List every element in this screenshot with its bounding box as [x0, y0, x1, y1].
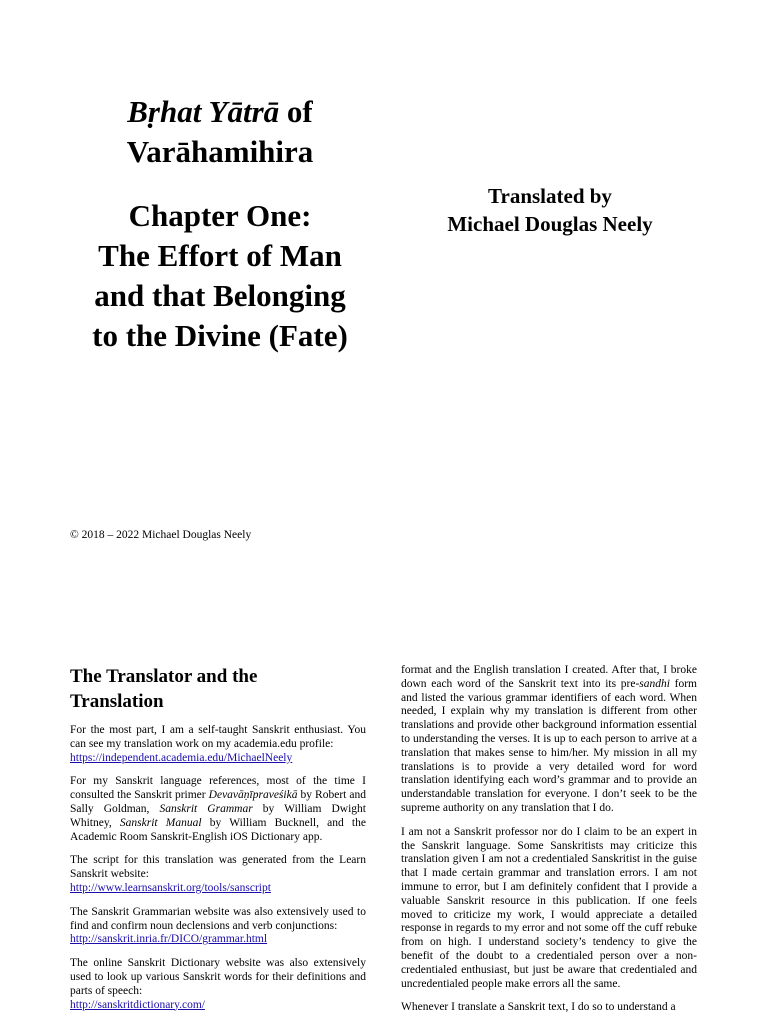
paragraph-disclaimer: I am not a Sanskrit professor nor do I claim to be an expert in the Sanskrit language. Some Sanskritists may criticize this translation given I am not a credentialed Sanskritist in the guise that I made certain grammar and translation errors. I am not immune to error, but I am definitely confident that I provide a valuable Sanskrit resource in this publication. If one feels moved to criticize my work, I would appreciate a detailed response in regards to my error and not some off the cuff rebuke from on high. I understand society’s tendency to give the benefit of the doubt to a credentialed person over a non-credentialed enthusiast, but just be aware that credentialed and uncredentialed people make errors all the same. — [401, 825, 697, 990]
translator-credit — [420, 182, 680, 238]
paragraph-text: For my Sanskrit language references, most of the time I consulted the Sanskrit primer — [70, 775, 366, 802]
book-title-sanskrit-grammar: Sanskrit Grammar — [159, 802, 253, 815]
translator-label: Translated by — [488, 184, 612, 208]
book-title-line-2: Varāhamihira — [126, 134, 314, 169]
book-title-italic: Bṛhat Yātrā — [127, 94, 280, 129]
section-heading: The Translator and the Translation — [70, 666, 258, 712]
chapter-title-line: and that Belonging — [94, 278, 346, 313]
book-title — [60, 92, 380, 172]
term-sandhi: sandhi — [639, 677, 670, 690]
academia-profile-link[interactable]: https://independent.academia.edu/MichaelNeely — [70, 751, 293, 764]
paragraph-method — [401, 664, 697, 816]
paragraph-text: form and listed the various grammar identifiers of each word. When needed, I explain why my translation is different from other translations and provide other background information essential to understanding the verses. It is up to each person to arrive at a translation that makes sense to him/her. My mission in all my translations is to provide a very detailed word for word translation identifying each word’s grammar and to provide an understandable translation for everyone. I don’t seek to be the supreme authority on any translation that I do. — [401, 677, 697, 814]
paragraph-text: For the most part, I am a self-taught Sanskrit enthusiast. You can see my translation work on my academia.edu profile: — [70, 724, 366, 750]
chapter-title-line: The Effort of Man — [98, 238, 342, 273]
paragraph-text: by Robert and Sally Goldman, — [70, 789, 366, 815]
paragraph-text: format and the English translation I created. After that, I broke down each word of the Sanskrit text into its pre- — [401, 664, 697, 690]
left-column — [70, 664, 366, 1022]
inria-grammar-link[interactable]: http://sanskrit.inria.fr/DICO/grammar.html — [70, 933, 268, 946]
paragraph-text: by William Bucknell, and the Academic Room Sanskrit-English iOS Dictionary app. — [70, 816, 366, 843]
paragraph-dictionary — [70, 957, 366, 1012]
chapter-title — [60, 196, 380, 356]
right-column — [401, 664, 697, 1025]
paragraph-purpose: Whenever I translate a Sanskrit text, I do so to understand a — [401, 1001, 676, 1014]
paragraph-text: The online Sanskrit Dictionary website was also extensively used to look up various Sanskrit words for their definitions and parts of speech: — [70, 957, 366, 997]
book-title-line-1 — [60, 92, 380, 132]
learnsanskrit-link[interactable]: http://www.learnsanskrit.org/tools/sanscript — [70, 881, 271, 894]
paragraph-text: The script for this translation was generated from the Learn Sanskrit website: — [70, 854, 366, 881]
book-title-devavani: Devavāṇīpraveśikā — [208, 789, 298, 802]
chapter-title-line: to the Divine (Fate) — [92, 318, 348, 353]
paragraph-text: The Sanskrit Grammarian website was also extensively used to find and confirm noun declensions and verb conjunctions: — [70, 905, 366, 932]
paragraph-references — [70, 775, 366, 844]
book-title-of: of — [279, 94, 313, 129]
translator-name: Michael Douglas Neely — [447, 212, 653, 236]
chapter-title-line: Chapter One: — [128, 198, 312, 233]
paragraph-grammarian — [70, 906, 366, 947]
paragraph-intro — [70, 724, 366, 765]
paragraph-script-source — [70, 854, 366, 895]
book-title-sanskrit-manual: Sanskrit Manual — [119, 816, 202, 829]
paragraph-text: by William Dwight Whitney, — [70, 802, 367, 829]
sanskrit-dictionary-link[interactable]: http://sanskritdictionary.com/ — [70, 998, 205, 1011]
copyright-notice: © 2018 – 2022 Michael Douglas Neely — [70, 529, 252, 541]
